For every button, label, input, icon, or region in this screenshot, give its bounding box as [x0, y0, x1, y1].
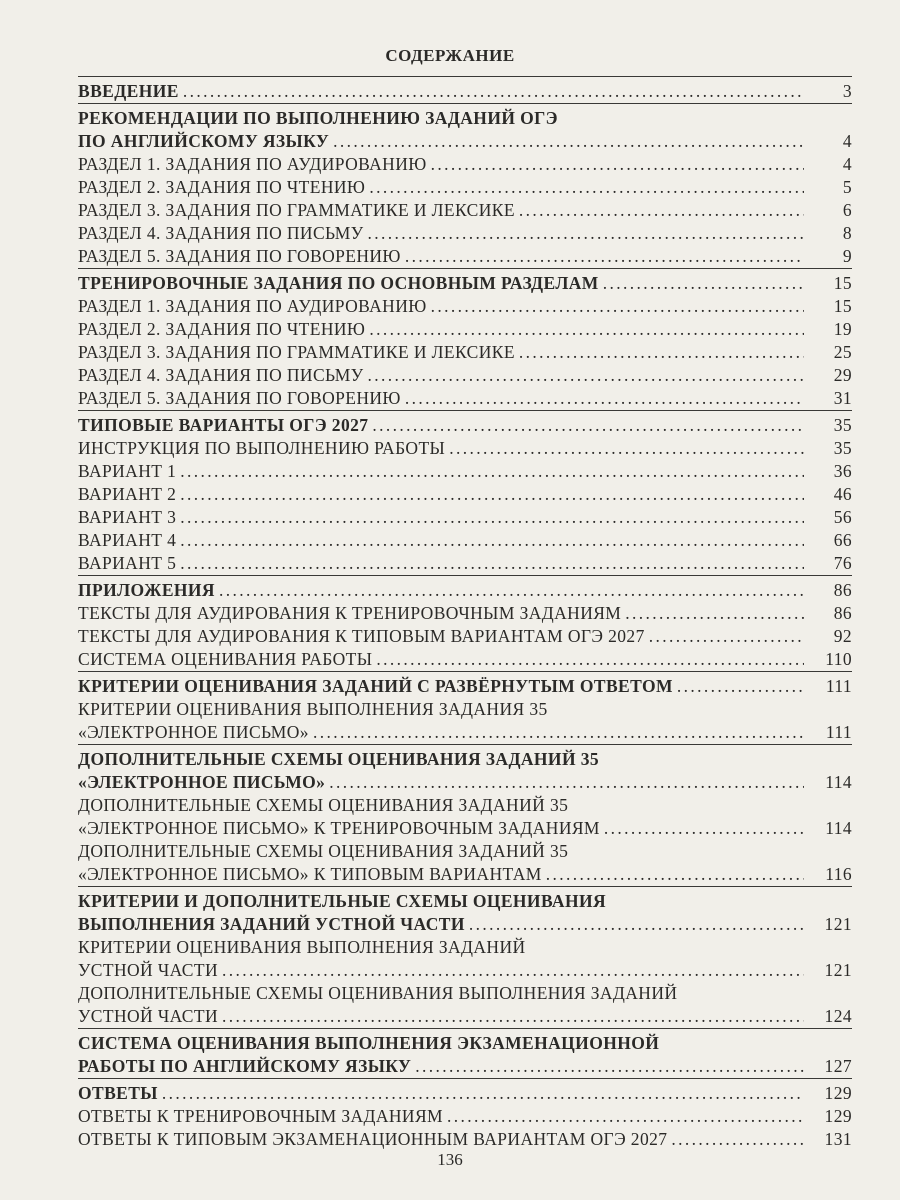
toc-entry-title: ВАРИАНТ 2: [78, 484, 177, 504]
toc-entry: [78, 1078, 852, 1105]
toc-entry: [78, 1028, 852, 1078]
dot-leader: [449, 437, 804, 460]
toc-entry-line: [78, 1082, 852, 1105]
toc-entry-title: ТРЕНИРОВОЧНЫЕ ЗАДАНИЯ ПО ОСНОВНЫМ РАЗДЕЛАМ: [78, 273, 599, 293]
toc-entry-line: [78, 698, 852, 721]
toc-entry: [78, 410, 852, 437]
toc-entry: [78, 506, 852, 529]
toc-entry-line: [78, 414, 852, 437]
toc-entry-title: КРИТЕРИИ ОЦЕНИВАНИЯ ЗАДАНИЙ С РАЗВЁРНУТЫМ ОТВЕТОМ: [78, 676, 673, 696]
dot-leader: [415, 1055, 804, 1078]
toc-entry: [78, 153, 852, 176]
toc-entry: [78, 318, 852, 341]
toc-page-number: 8: [842, 223, 852, 243]
toc-entry: [78, 936, 852, 982]
toc-page-number: 131: [824, 1129, 852, 1149]
dot-leader: [313, 721, 804, 744]
toc-entry: [78, 268, 852, 295]
toc-entry: [78, 698, 852, 744]
dot-leader: [447, 1105, 804, 1128]
toc-page-number: 86: [833, 580, 852, 600]
toc-entry-line: [78, 364, 852, 387]
toc-entry: [78, 437, 852, 460]
toc-entry: [78, 840, 852, 886]
toc-page-number: 19: [833, 319, 852, 339]
page-number: 136: [437, 1150, 463, 1169]
toc-entry: [78, 886, 852, 936]
toc-entry-line: [78, 675, 852, 698]
dot-leader: [329, 771, 804, 794]
toc-entry-line: [78, 552, 852, 575]
dot-leader: [625, 602, 804, 625]
toc-entry-title: ОТВЕТЫ: [78, 1083, 158, 1103]
dot-leader: [603, 272, 804, 295]
toc-entry-title: ИНСТРУКЦИЯ ПО ВЫПОЛНЕНИЮ РАБОТЫ: [78, 438, 446, 458]
toc-entry-line: [78, 840, 852, 863]
toc-entry: [78, 387, 852, 410]
toc-page-number: 4: [842, 154, 852, 174]
toc-page-number: 36: [833, 461, 852, 481]
toc-entry-line: [78, 602, 852, 625]
toc-entry-title: ВАРИАНТ 4: [78, 530, 177, 550]
toc-entry-title: «ЭЛЕКТРОННОЕ ПИСЬМО» К ТИПОВЫМ ВАРИАНТАМ: [78, 864, 542, 884]
toc-entry: [78, 744, 852, 794]
toc-entry-title: РАЗДЕЛ 3. ЗАДАНИЯ ПО ГРАММАТИКЕ И ЛЕКСИКЕ: [78, 342, 515, 362]
toc-entry-title: УСТНОЙ ЧАСТИ: [78, 1006, 218, 1026]
toc-entry-title: РАЗДЕЛ 5. ЗАДАНИЯ ПО ГОВОРЕНИЮ: [78, 246, 401, 266]
toc-page-number: 114: [825, 818, 852, 838]
toc-entry: [78, 176, 852, 199]
dot-leader: [183, 80, 804, 103]
toc-entry-line: [78, 913, 852, 936]
toc-entry-title: КРИТЕРИИ ОЦЕНИВАНИЯ ВЫПОЛНЕНИЯ ЗАДАНИЯ 35: [78, 699, 548, 719]
toc-entry: [78, 794, 852, 840]
toc-entry-line: [78, 863, 852, 886]
toc-entry: [78, 671, 852, 698]
toc-page-number: 121: [824, 914, 852, 934]
toc-entry-title: КРИТЕРИИ И ДОПОЛНИТЕЛЬНЫЕ СХЕМЫ ОЦЕНИВАНИЯ: [78, 891, 607, 911]
dot-leader: [368, 222, 804, 245]
toc-entry-line: [78, 648, 852, 671]
page-title: СОДЕРЖАНИЕ: [385, 46, 515, 65]
toc-entry-line: [78, 748, 852, 771]
toc-entry-line: [78, 272, 852, 295]
toc-entry: [78, 575, 852, 602]
toc-entry-title: «ЭЛЕКТРОННОЕ ПИСЬМО»: [78, 722, 309, 742]
dot-leader: [431, 295, 804, 318]
toc-entry-title: ТЕКСТЫ ДЛЯ АУДИРОВАНИЯ К ТРЕНИРОВОЧНЫМ ЗАДАНИЯМ: [78, 603, 622, 623]
toc-entry-line: [78, 529, 852, 552]
toc-entry-line: [78, 437, 852, 460]
toc-entry-line: [78, 1128, 852, 1151]
toc-entry: [78, 245, 852, 268]
toc-entry-title: ВЫПОЛНЕНИЯ ЗАДАНИЙ УСТНОЙ ЧАСТИ: [78, 914, 465, 934]
toc-entry-title: ОТВЕТЫ К ТИПОВЫМ ЭКЗАМЕНАЦИОННЫМ ВАРИАНТАМ ОГЭ 2027: [78, 1129, 668, 1149]
toc-entry-title: РАБОТЫ ПО АНГЛИЙСКОМУ ЯЗЫКУ: [78, 1056, 412, 1076]
toc-entry-line: [78, 483, 852, 506]
toc-page-number: 29: [833, 365, 852, 385]
toc-entry-title: «ЭЛЕКТРОННОЕ ПИСЬМО» К ТРЕНИРОВОЧНЫМ ЗАДАНИЯМ: [78, 818, 600, 838]
toc-page-number: 35: [833, 415, 852, 435]
toc-entry-line: [78, 318, 852, 341]
toc-entry-title: РЕКОМЕНДАЦИИ ПО ВЫПОЛНЕНИЮ ЗАДАНИЙ ОГЭ: [78, 108, 558, 128]
dot-leader: [219, 579, 804, 602]
toc-page-number: 114: [825, 772, 852, 792]
toc-entry: [78, 76, 852, 103]
dot-leader: [431, 153, 804, 176]
toc-entry: [78, 648, 852, 671]
toc-page-number: 31: [833, 388, 852, 408]
toc-page-number: 4: [842, 131, 852, 151]
toc-entry-line: [78, 295, 852, 318]
dot-leader: [405, 387, 804, 410]
dot-leader: [222, 959, 804, 982]
toc-entry-line: [78, 1032, 852, 1055]
toc-entry-title: «ЭЛЕКТРОННОЕ ПИСЬМО»: [78, 772, 326, 792]
dot-leader: [369, 176, 804, 199]
toc-page-number: 111: [825, 722, 852, 742]
toc-entry-line: [78, 625, 852, 648]
dot-leader: [677, 675, 804, 698]
dot-leader: [519, 341, 804, 364]
toc-entry-title: РАЗДЕЛ 2. ЗАДАНИЯ ПО ЧТЕНИЮ: [78, 177, 366, 197]
toc-entry-title: РАЗДЕЛ 5. ЗАДАНИЯ ПО ГОВОРЕНИЮ: [78, 388, 401, 408]
toc-entry-line: [78, 579, 852, 602]
toc-page-number: 116: [825, 864, 852, 884]
toc-entry-line: [78, 721, 852, 744]
toc-entry-line: [78, 176, 852, 199]
dot-leader: [604, 817, 804, 840]
toc-entry-title: РАЗДЕЛ 2. ЗАДАНИЯ ПО ЧТЕНИЮ: [78, 319, 366, 339]
toc-entry-title: ВАРИАНТ 5: [78, 553, 177, 573]
dot-leader: [469, 913, 804, 936]
toc-entry-line: [78, 387, 852, 410]
toc-page-number: 129: [824, 1083, 852, 1103]
toc-entry-title: ВАРИАНТ 3: [78, 507, 177, 527]
toc-entry-title: РАЗДЕЛ 4. ЗАДАНИЯ ПО ПИСЬМУ: [78, 365, 364, 385]
toc-page-number: 56: [833, 507, 852, 527]
toc-entry-title: СИСТЕМА ОЦЕНИВАНИЯ РАБОТЫ: [78, 649, 373, 669]
toc-entry-line: [78, 506, 852, 529]
toc-entry: [78, 341, 852, 364]
toc-entry-title: РАЗДЕЛ 1. ЗАДАНИЯ ПО АУДИРОВАНИЮ: [78, 296, 427, 316]
toc-entry: [78, 1128, 852, 1151]
toc-entry: [78, 460, 852, 483]
toc-entry-title: ОТВЕТЫ К ТРЕНИРОВОЧНЫМ ЗАДАНИЯМ: [78, 1106, 444, 1126]
toc-entry-line: [78, 1005, 852, 1028]
toc-entry-title: РАЗДЕЛ 4. ЗАДАНИЯ ПО ПИСЬМУ: [78, 223, 364, 243]
toc-entry-line: [78, 890, 852, 913]
dot-leader: [180, 460, 804, 483]
table-of-contents: [78, 76, 852, 1151]
toc-entry-line: [78, 982, 852, 1005]
toc-entry-title: ТИПОВЫЕ ВАРИАНТЫ ОГЭ 2027: [78, 415, 369, 435]
dot-leader: [180, 506, 804, 529]
dot-leader: [180, 529, 804, 552]
dot-leader: [369, 318, 804, 341]
toc-entry-line: [78, 794, 852, 817]
toc-entry-title: ДОПОЛНИТЕЛЬНЫЕ СХЕМЫ ОЦЕНИВАНИЯ ЗАДАНИЙ 35: [78, 749, 600, 769]
toc-entry-title: ПО АНГЛИЙСКОМУ ЯЗЫКУ: [78, 131, 330, 151]
toc-entry-line: [78, 771, 852, 794]
toc-page-number: 46: [833, 484, 852, 504]
toc-page-number: 110: [825, 649, 852, 669]
toc-page-number: 5: [842, 177, 852, 197]
toc-page-number: 76: [833, 553, 852, 573]
toc-entry: [78, 982, 852, 1028]
toc-entry: [78, 199, 852, 222]
toc-entry-line: [78, 1055, 852, 1078]
toc-page-number: 9: [842, 246, 852, 266]
toc-entry: [78, 483, 852, 506]
toc-entry-line: [78, 1105, 852, 1128]
toc-entry-title: КРИТЕРИИ ОЦЕНИВАНИЯ ВЫПОЛНЕНИЯ ЗАДАНИЙ: [78, 937, 526, 957]
toc-entry: [78, 1105, 852, 1128]
toc-page-number: 129: [824, 1106, 852, 1126]
toc-entry-title: ТЕКСТЫ ДЛЯ АУДИРОВАНИЯ К ТИПОВЫМ ВАРИАНТАМ ОГЭ 2027: [78, 626, 645, 646]
toc-entry: [78, 529, 852, 552]
toc-entry: [78, 364, 852, 387]
toc-entry: [78, 602, 852, 625]
toc-entry-line: [78, 245, 852, 268]
toc-entry-title: УСТНОЙ ЧАСТИ: [78, 960, 218, 980]
toc-page-number: 121: [824, 960, 852, 980]
dot-leader: [368, 364, 804, 387]
toc-entry-line: [78, 107, 852, 130]
toc-page-number: 15: [833, 296, 852, 316]
toc-entry: [78, 103, 852, 153]
dot-leader: [405, 245, 804, 268]
toc-entry: [78, 222, 852, 245]
dot-leader: [372, 414, 804, 437]
dot-leader: [519, 199, 804, 222]
toc-page-number: 127: [824, 1056, 852, 1076]
dot-leader: [333, 130, 804, 153]
toc-page-number: 92: [833, 626, 852, 646]
toc-entry-title: РАЗДЕЛ 3. ЗАДАНИЯ ПО ГРАММАТИКЕ И ЛЕКСИКЕ: [78, 200, 515, 220]
toc-page-number: 25: [833, 342, 852, 362]
toc-page-number: 6: [842, 200, 852, 220]
dot-leader: [180, 483, 804, 506]
toc-entry-line: [78, 959, 852, 982]
toc-entry-title: ПРИЛОЖЕНИЯ: [78, 580, 215, 600]
toc-page-number: 124: [824, 1006, 852, 1026]
toc-entry-line: [78, 341, 852, 364]
toc-page-number: 35: [833, 438, 852, 458]
toc-entry-line: [78, 80, 852, 103]
toc-page-number: 3: [842, 81, 852, 101]
dot-leader: [222, 1005, 804, 1028]
toc-entry-title: ВВЕДЕНИЕ: [78, 81, 179, 101]
toc-entry-line: [78, 936, 852, 959]
toc-entry-line: [78, 199, 852, 222]
toc-entry-line: [78, 817, 852, 840]
dot-leader: [546, 863, 804, 886]
dot-leader: [180, 552, 804, 575]
toc-page-number: 86: [833, 603, 852, 623]
toc-entry-title: РАЗДЕЛ 1. ЗАДАНИЯ ПО АУДИРОВАНИЮ: [78, 154, 427, 174]
toc-page-number: 66: [833, 530, 852, 550]
toc-entry-title: СИСТЕМА ОЦЕНИВАНИЯ ВЫПОЛНЕНИЯ ЭКЗАМЕНАЦИОННОЙ: [78, 1033, 660, 1053]
dot-leader: [162, 1082, 804, 1105]
toc-entry-line: [78, 460, 852, 483]
toc-page-number: 111: [825, 676, 852, 696]
dot-leader: [649, 625, 804, 648]
dot-leader: [671, 1128, 804, 1151]
toc-entry: [78, 552, 852, 575]
toc-entry-line: [78, 222, 852, 245]
dot-leader: [376, 648, 804, 671]
toc-entry-line: [78, 130, 852, 153]
toc-entry: [78, 295, 852, 318]
toc-page-number: 15: [833, 273, 852, 293]
toc-entry-line: [78, 153, 852, 176]
toc-entry-title: ДОПОЛНИТЕЛЬНЫЕ СХЕМЫ ОЦЕНИВАНИЯ ЗАДАНИЙ 35: [78, 841, 569, 861]
toc-entry-title: ДОПОЛНИТЕЛЬНЫЕ СХЕМЫ ОЦЕНИВАНИЯ ВЫПОЛНЕНИЯ ЗАДАНИЙ: [78, 983, 678, 1003]
toc-entry-title: ВАРИАНТ 1: [78, 461, 177, 481]
toc-entry-title: ДОПОЛНИТЕЛЬНЫЕ СХЕМЫ ОЦЕНИВАНИЯ ЗАДАНИЙ 35: [78, 795, 569, 815]
toc-entry: [78, 625, 852, 648]
